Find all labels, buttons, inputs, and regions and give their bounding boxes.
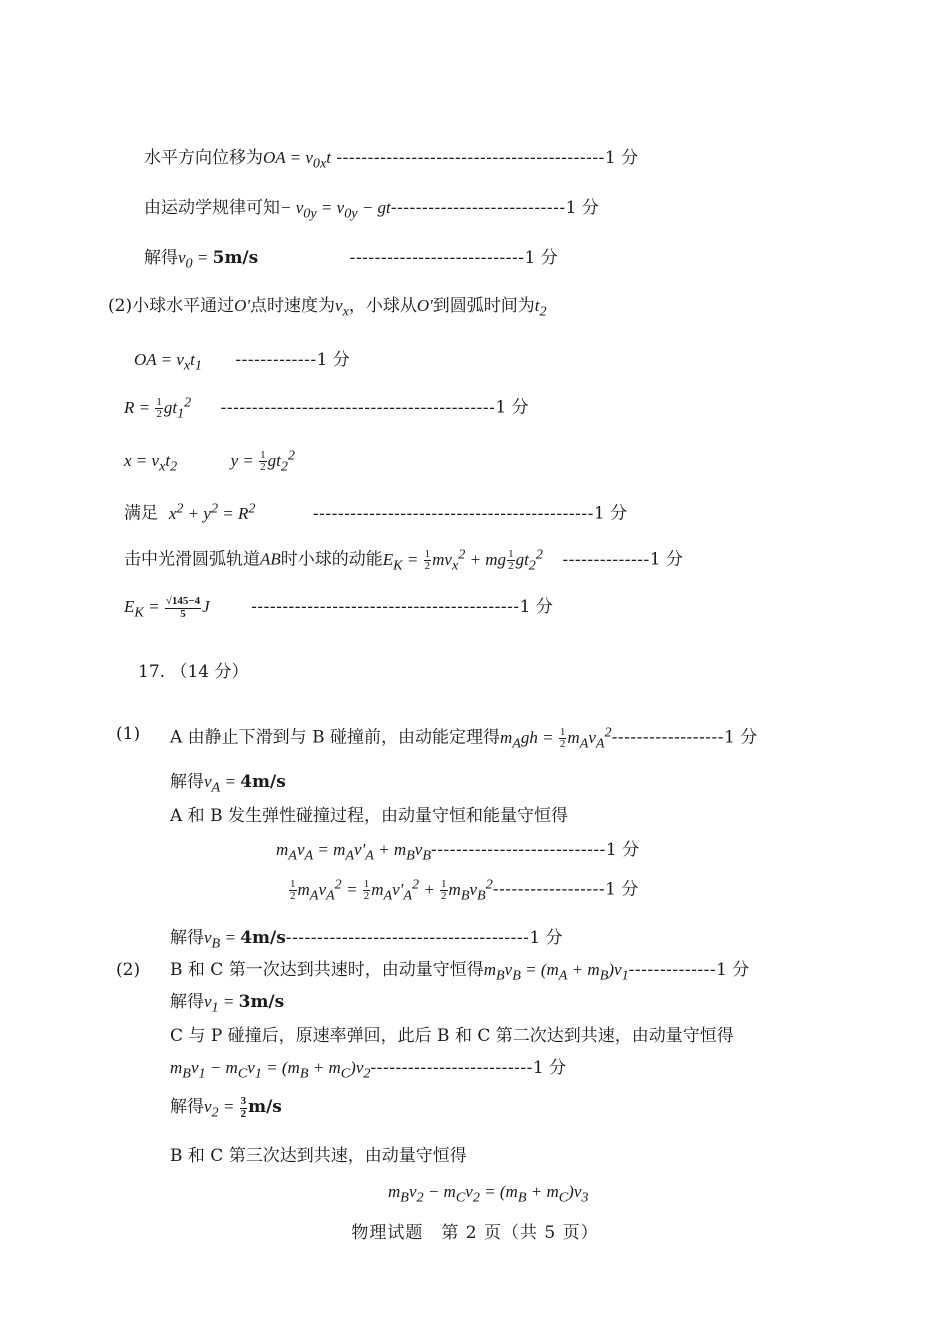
dash-leader: ------------------------------------------- [336,148,605,168]
formula: OA = $v_{0x}t$ [263,148,331,172]
line-energy-eq [288,876,638,904]
text: B 和 C 第一次达到共速时，由动量守恒得 [170,960,484,980]
line-solve-v0 [144,248,558,272]
dash-leader: ------------------ [611,727,725,748]
score: 1 分 [716,960,750,980]
formula: $v_B$ = [204,928,241,952]
text: 到圆弧时间为 [432,296,535,316]
text: 解得 [170,1096,204,1117]
formula: $E_K$ = $\frac{√145-4}{5}$ J [124,595,210,621]
line-horizontal-displacement [144,148,638,172]
question-17-title: 17. （14 分） [138,662,249,682]
denominator: 5 [180,607,186,620]
dash-leader: -------------- [628,960,717,980]
formula: $m_Av_A = m_Av'_A + m_Bv_B$ [276,840,431,864]
score: 1 分 [605,840,640,860]
score: 1 分 [524,248,558,268]
part1-label: (1) [116,724,141,744]
line-elastic-collision: A 和 B 发生弹性碰撞过程，由动量守恒和能量守恒得 [170,806,568,826]
text: 水平方向位移为 [144,148,263,168]
text: (2)小球水平通过 [108,296,235,316]
formula: $v_2$ = $\frac{3}{2}$ [204,1095,247,1121]
formula-x: $x = v_xt_2$ [124,450,178,475]
line-solve-v1 [170,992,284,1016]
value: 5m/s [212,248,259,268]
score: 1 分 [565,198,599,218]
line-solve-vb [170,928,563,952]
dash-leader: -------------------------- [370,1058,533,1078]
score: 1 分 [593,503,628,524]
point-o-prime: O' [234,296,251,315]
unit: J [202,596,210,616]
symbol-vx: $v_x$ [335,296,349,320]
text: 由运动学规律可知 [144,198,280,218]
text: A 由静止下滑到与 B 碰撞前，由动能定理得 [170,727,500,748]
line-momentum-eq [276,840,639,864]
score: 1 分 [649,549,684,570]
line-third-momentum-eq [388,1182,588,1206]
line-part2-intro [108,296,547,320]
line-oa [134,350,350,374]
score: 1 分 [529,928,563,948]
line-cp-collision: C 与 P 碰撞后，原速率弹回，此后 B 和 C 第二次达到共速，由动量守恒得 [170,1026,734,1046]
point-o-prime: O' [416,296,433,315]
score: 1 分 [724,727,758,748]
line-ek-result [124,596,553,621]
formula: $v_1$ = [204,992,239,1016]
line-xy [124,447,295,475]
label-ab: AB [260,549,281,569]
page-footer: 物理试题 第 2 页（共 5 页） [351,1223,599,1243]
symbol-t2: $t_2$ [534,296,547,320]
unit: m/s [248,1096,282,1117]
formula: $E_K$ = $\frac{1}{2}$ $mv_x^2$ + mg $\frac{1}{2}$ $gt_2^2$ [382,546,543,574]
formula: R = $\frac{1}{2}$ $gt_1^2$ [124,394,192,422]
text: 满足 [124,503,158,524]
dash-leader: ---------------------------- [390,198,566,218]
line-third-common-speed: B 和 C 第三次达到共速，由动量守恒得 [170,1146,467,1166]
formula: − $v_{0y} = v_{0y}$ − gt [280,198,391,222]
dash-leader: ---------------------------- [431,840,606,860]
formula: $v_0$ = [178,248,213,272]
value: 3m/s [238,992,285,1012]
dash-leader: -------------------------------------------- [220,397,496,418]
score: 1 分 [495,397,529,418]
part2-label: (2) [116,960,141,980]
dash-leader: -------------- [562,549,650,570]
formula: $m_Bv_1 - m_Cv_1 = (m_B + m_C)v_2$ [170,1058,371,1082]
text: 解得 [170,928,204,948]
dash-leader: --------------------------------------- [285,928,530,948]
text: 解得 [144,248,178,268]
line-r [124,394,529,422]
line-solve-v2 [170,1096,282,1121]
denominator: 2 [240,1107,247,1120]
formula: OA = $v_xt_1$ [134,350,202,374]
text: 点时速度为 [250,296,336,316]
text: 击中光滑圆弧轨道 [124,549,260,570]
line-second-momentum-eq [170,1058,566,1082]
text: 时小球的动能 [280,549,383,570]
numerator: √145−4 [165,595,201,607]
line-part2-first-common-speed [170,960,749,984]
line-kinetic-energy [124,546,683,574]
score: 1 分 [316,350,350,370]
dash-leader: ------------- [235,350,317,370]
formula-y: y = $\frac{1}{2}$ $gt_2^2$ [230,447,295,475]
text: ，小球从 [348,296,417,316]
score: 1 分 [532,1058,567,1078]
formula: $m_Bv_B = (m_A + m_B)v_1$ [483,960,629,984]
dash-leader: --------------------------------------------- [312,503,594,524]
score: 1 分 [519,596,553,617]
line-part1-energy-theorem [170,724,757,752]
text: 解得 [170,992,204,1012]
formula: $x^2 + y^2 = R^2$ [168,500,256,523]
line-solve-va [170,772,286,796]
formula: $v_A$ = [204,772,241,796]
line-circle [124,500,627,524]
score: 1 分 [605,879,639,900]
score: 1 分 [604,148,639,168]
numerator: 3 [240,1095,247,1107]
value: 4m/s [240,928,286,948]
value: 4m/s [240,772,286,792]
formula: $m_Bv_2 - m_Cv_2 = (m_B + m_C)v_3$ [388,1182,589,1206]
dash-leader: ------------------ [492,879,606,900]
text: 解得 [170,772,204,792]
formula: $\frac{1}{2}$ $m_Av_A^2$ = $\frac{1}{2}$ $m_Av'_A^2$ + $\frac{1}{2}$ $m_Bv_B^2$ [290,876,493,904]
dash-leader: ------------------------------------------- [251,596,520,617]
dash-leader: ---------------------------- [349,248,525,268]
line-kinematics [144,198,599,222]
formula: $m_Agh$ = $\frac{1}{2}$ $m_Av_A^2$ [499,724,612,752]
